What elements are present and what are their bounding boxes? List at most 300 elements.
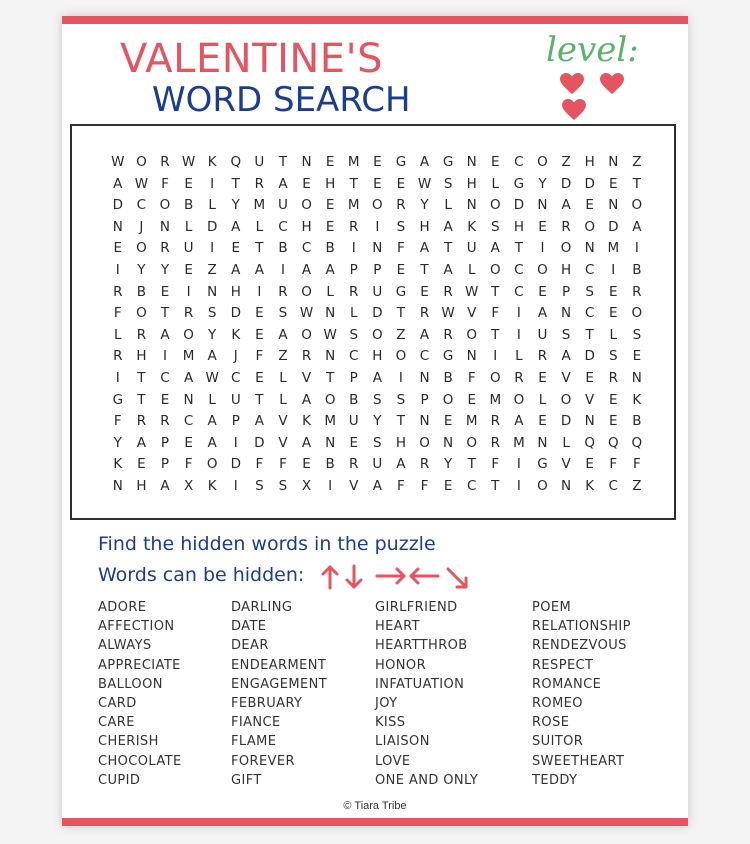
- word-list-item: FEBRUARY: [231, 695, 303, 711]
- grid-letter: R: [113, 348, 123, 365]
- grid-letter: O: [301, 283, 312, 300]
- word-list-item: DEAR: [231, 638, 269, 654]
- grid-letter: O: [489, 197, 501, 214]
- grid-letter: L: [491, 175, 500, 192]
- grid-letter: Y: [373, 413, 382, 430]
- grid-letter: E: [538, 413, 547, 430]
- grid-letter: N: [537, 434, 548, 451]
- grid-letter: E: [255, 326, 264, 343]
- grid-letter: W: [465, 283, 479, 300]
- grid-letter: H: [419, 218, 430, 235]
- grid-letter: L: [326, 283, 334, 300]
- grid-letter: U: [537, 326, 548, 343]
- word-list-item: LIAISON: [375, 734, 430, 750]
- copyright-credit: © Tiara Tribe: [343, 800, 407, 812]
- grid-letter: I: [210, 240, 215, 257]
- grid-letter: A: [278, 175, 288, 192]
- grid-letter: C: [584, 261, 595, 278]
- grid-letter: M: [607, 240, 620, 257]
- grid-letter: E: [113, 240, 123, 257]
- grid-letter: H: [372, 348, 383, 365]
- grid-letter: E: [160, 283, 170, 300]
- grid-letter: N: [207, 283, 218, 300]
- direction-arrows: [320, 563, 480, 591]
- grid-letter: P: [373, 261, 382, 278]
- grid-letter: E: [349, 434, 358, 451]
- grid-letter: T: [443, 240, 453, 257]
- grid-letter: I: [257, 283, 262, 300]
- grid-letter: P: [562, 283, 571, 300]
- word-list-item: SUITOR: [532, 734, 584, 750]
- word-column-1: [98, 598, 182, 790]
- grid-letter: K: [467, 218, 477, 235]
- grid-letter: O: [159, 197, 171, 214]
- grid-letter: W: [134, 175, 149, 192]
- grid-letter: R: [136, 413, 147, 430]
- grid-letter: J: [139, 218, 144, 235]
- grid-letter: F: [397, 240, 405, 257]
- grid-letter: P: [160, 456, 170, 473]
- word-list-item: ROMANCE: [532, 676, 602, 692]
- grid-letter: F: [255, 348, 264, 365]
- grid-letter: M: [182, 348, 195, 365]
- grid-letter: V: [561, 456, 571, 473]
- grid-letter: O: [489, 369, 501, 386]
- grid-letter: E: [137, 456, 146, 473]
- grid-letter: E: [538, 218, 547, 235]
- grid-letter: L: [279, 369, 287, 386]
- arrow-diagonal-down-right-icon: [448, 569, 466, 587]
- grid-letter: N: [537, 197, 548, 214]
- grid-letter: O: [466, 326, 478, 343]
- grid-letter: I: [493, 348, 498, 365]
- grid-letter: N: [325, 305, 336, 322]
- grid-letter: N: [419, 413, 430, 430]
- grid-letter: M: [489, 391, 502, 408]
- grid-letter: Z: [396, 326, 406, 343]
- word-column-4: [532, 598, 631, 790]
- grid-letter: R: [419, 305, 430, 322]
- grid-letter: C: [231, 369, 241, 386]
- grid-letter: A: [113, 175, 123, 192]
- grid-letter: R: [278, 283, 288, 300]
- grid-letter: I: [398, 369, 403, 386]
- word-list-item: CUPID: [98, 772, 141, 788]
- grid-letter: O: [136, 305, 147, 322]
- word-list-item: HEART: [375, 619, 420, 635]
- grid-letter: B: [325, 240, 335, 257]
- grid-letter: R: [301, 348, 312, 365]
- puzzle-grid-box: [70, 124, 676, 520]
- grid-letter: Q: [631, 434, 643, 451]
- grid-letter: E: [325, 197, 335, 214]
- grid-letter: A: [419, 154, 430, 170]
- grid-letter: L: [467, 261, 476, 278]
- grid-letter: O: [560, 240, 572, 257]
- grid-letter: Y: [137, 261, 146, 278]
- grid-letter: O: [206, 456, 218, 473]
- grid-letter: O: [324, 391, 336, 408]
- grid-letter: R: [561, 218, 571, 235]
- grid-letter: T: [467, 456, 476, 473]
- grid-letter: G: [537, 456, 548, 473]
- grid-letter: T: [278, 154, 288, 170]
- grid-letter: K: [585, 477, 595, 494]
- arrow-right-icon: [377, 569, 404, 583]
- grid-letter: S: [373, 434, 382, 451]
- grid-letter: A: [632, 218, 642, 235]
- grid-letter: N: [159, 218, 171, 235]
- grid-letter: S: [278, 477, 288, 494]
- grid-letter: E: [302, 456, 311, 473]
- grid-letter: O: [560, 391, 572, 408]
- grid-letter: L: [538, 391, 547, 408]
- grid-letter: L: [444, 197, 452, 214]
- grid-letter: T: [255, 391, 264, 408]
- grid-letter: H: [136, 477, 147, 494]
- title-word-search: WORD SEARCH: [152, 80, 411, 120]
- word-list-item: SWEETHEART: [532, 753, 625, 769]
- grid-letter: A: [278, 326, 288, 343]
- grid-letter: E: [632, 348, 642, 365]
- grid-letter: E: [585, 456, 594, 473]
- word-list-item: RESPECT: [532, 657, 594, 673]
- grid-letter: F: [279, 456, 287, 473]
- word-list-item: DATE: [231, 619, 267, 635]
- grid-letter: P: [160, 434, 170, 451]
- grid-letter: L: [562, 434, 570, 451]
- grid-letter: O: [442, 391, 454, 408]
- grid-letter: U: [348, 413, 359, 430]
- grid-letter: R: [632, 283, 642, 300]
- grid-letter: F: [397, 477, 405, 494]
- grid-letter: K: [302, 413, 311, 430]
- grid-letter: O: [513, 391, 525, 408]
- grid-letter: S: [349, 326, 359, 343]
- grid-letter: I: [375, 218, 380, 235]
- grid-letter: L: [515, 348, 523, 365]
- grid-letter: U: [372, 283, 383, 300]
- grid-letter: P: [349, 369, 358, 386]
- grid-letter: L: [114, 326, 122, 343]
- grid-letter: N: [584, 413, 595, 430]
- grid-letter: R: [490, 434, 500, 451]
- word-list-item: CARD: [98, 695, 137, 711]
- arrow-down-icon: [347, 566, 361, 587]
- grid-letter: A: [490, 240, 500, 257]
- word-list-item: FIANCE: [231, 715, 281, 731]
- grid-letter: H: [230, 283, 241, 300]
- grid-letter: M: [324, 413, 336, 430]
- grid-letter: E: [585, 197, 594, 214]
- grid-letter: M: [465, 413, 478, 430]
- title-valentines: VALENTINE'S: [120, 36, 383, 82]
- grid-letter: R: [514, 369, 524, 386]
- grid-letter: O: [537, 477, 548, 494]
- grid-letter: T: [137, 369, 146, 386]
- grid-letter: W: [323, 326, 337, 343]
- grid-letter: Q: [607, 434, 619, 451]
- word-list-item: CHERISH: [98, 734, 159, 750]
- grid-letter: N: [584, 240, 595, 257]
- arrow-left-icon: [411, 569, 438, 583]
- grid-letter: Y: [160, 261, 170, 278]
- grid-letter: I: [233, 477, 238, 494]
- grid-letter: U: [183, 240, 194, 257]
- grid-letter: N: [419, 369, 430, 386]
- grid-letter: O: [537, 154, 548, 170]
- grid-letter: V: [561, 369, 571, 386]
- word-list-item: ENDEARMENT: [231, 657, 327, 673]
- grid-letter: A: [325, 261, 335, 278]
- grid-letter: E: [184, 261, 193, 278]
- grid-letter: R: [254, 175, 265, 192]
- grid-letter: O: [395, 348, 407, 365]
- grid-letter: E: [443, 413, 453, 430]
- grid-letter: A: [372, 369, 382, 386]
- grid-letter: Z: [278, 348, 288, 365]
- grid-letter: N: [301, 154, 312, 170]
- grid-letter: C: [278, 218, 288, 235]
- heart-icon: [562, 99, 586, 121]
- grid-letter: N: [561, 477, 572, 494]
- grid-letter: B: [183, 197, 194, 214]
- grid-letter: G: [395, 283, 407, 300]
- grid-letter: Y: [443, 456, 453, 473]
- grid-letter: E: [396, 261, 406, 278]
- arrow-up-icon: [323, 567, 337, 588]
- grid-letter: B: [349, 391, 359, 408]
- grid-letter: N: [466, 197, 477, 214]
- grid-letter: E: [491, 154, 500, 170]
- grid-letter: I: [115, 369, 120, 386]
- grid-letter: T: [514, 240, 524, 257]
- grid-letter: O: [372, 197, 383, 214]
- grid-letter: O: [136, 154, 147, 170]
- grid-letter: T: [396, 305, 406, 322]
- grid-letter: O: [301, 197, 312, 214]
- worksheet-page: [62, 16, 688, 826]
- grid-letter: F: [467, 369, 476, 386]
- word-list-item: FLAME: [231, 734, 277, 750]
- grid-letter: G: [442, 348, 454, 365]
- grid-letter: F: [491, 456, 500, 473]
- grid-letter: N: [443, 434, 454, 451]
- grid-letter: B: [278, 240, 288, 257]
- grid-letter: E: [325, 218, 335, 235]
- grid-letter: E: [231, 240, 241, 257]
- word-list-item: BALLOON: [98, 676, 163, 692]
- grid-letter: I: [516, 305, 521, 322]
- grid-letter: I: [516, 477, 521, 494]
- grid-letter: O: [631, 305, 643, 322]
- grid-letter: T: [326, 369, 335, 386]
- grid-letter: N: [325, 348, 336, 365]
- grid-letter: D: [560, 413, 572, 430]
- grid-letter: G: [112, 391, 124, 408]
- heart-icon: [600, 73, 624, 95]
- word-list-item: HEARTTHROB: [375, 638, 468, 654]
- grid-letter: I: [280, 261, 285, 278]
- grid-letter: C: [514, 154, 524, 170]
- grid-letter: C: [136, 197, 147, 214]
- grid-letter: O: [537, 261, 548, 278]
- grid-letter: A: [160, 477, 170, 494]
- grid-letter: W: [205, 369, 219, 386]
- grid-letter: R: [490, 413, 500, 430]
- grid-letter: R: [443, 283, 453, 300]
- grid-letter: I: [233, 434, 238, 451]
- grid-letter: V: [585, 391, 595, 408]
- grid-letter: D: [608, 218, 619, 235]
- grid-letter: A: [301, 434, 312, 451]
- grid-letter: F: [609, 456, 618, 473]
- grid-letter: L: [349, 305, 358, 322]
- grid-letter: R: [160, 413, 170, 430]
- grid-letter: S: [373, 391, 382, 408]
- grid-letter: S: [608, 348, 618, 365]
- grid-letter: F: [491, 305, 500, 322]
- grid-letter: S: [255, 477, 264, 494]
- grid-letter: U: [372, 456, 383, 473]
- grid-letter: R: [160, 240, 170, 257]
- grid-letter: W: [441, 305, 455, 322]
- grid-letter: T: [231, 175, 240, 192]
- grid-letter: L: [208, 197, 216, 214]
- grid-letter: E: [609, 283, 618, 300]
- grid-letter: Y: [113, 434, 122, 451]
- grid-letter: A: [136, 434, 147, 451]
- grid-letter: H: [136, 348, 147, 365]
- word-column-3: [375, 598, 478, 790]
- grid-letter: I: [516, 456, 521, 473]
- grid-letter: S: [207, 305, 217, 322]
- grid-letter: A: [160, 326, 170, 343]
- grid-letter: P: [349, 261, 358, 278]
- word-list-item: CARE: [98, 715, 135, 731]
- grid-letter: I: [540, 240, 545, 257]
- grid-letter: U: [278, 197, 288, 214]
- grid-letter: H: [325, 175, 336, 192]
- grid-letter: Z: [632, 477, 642, 494]
- grid-letter: A: [372, 477, 382, 494]
- grid-letter: H: [301, 218, 312, 235]
- grid-letter: N: [561, 305, 572, 322]
- grid-letter: N: [112, 218, 123, 235]
- grid-letter: L: [255, 218, 264, 235]
- grid-letter: A: [301, 391, 312, 408]
- word-list-item: HONOR: [375, 657, 426, 673]
- grid-letter: Y: [538, 175, 547, 192]
- grid-letter: D: [372, 305, 383, 322]
- grid-letter: K: [632, 391, 642, 408]
- grid-letter: J: [233, 348, 238, 365]
- grid-letter: O: [631, 197, 643, 214]
- grid-letter: Q: [230, 154, 242, 170]
- grid-letter: V: [467, 305, 477, 322]
- grid-letter: R: [443, 326, 453, 343]
- grid-letter: T: [420, 261, 429, 278]
- grid-letter: I: [162, 348, 167, 365]
- grid-letter: I: [186, 283, 191, 300]
- grid-letter: N: [372, 240, 383, 257]
- grid-letter: A: [254, 261, 264, 278]
- word-list-item: JOY: [375, 695, 398, 711]
- grid-letter: N: [466, 154, 477, 170]
- grid-letter: C: [183, 413, 194, 430]
- grid-letter: O: [584, 218, 595, 235]
- grid-letter: L: [279, 391, 287, 408]
- grid-letter: C: [349, 348, 359, 365]
- grid-letter: B: [136, 283, 147, 300]
- grid-letter: E: [609, 175, 618, 192]
- grid-letter: R: [537, 348, 548, 365]
- grid-letter: E: [467, 391, 476, 408]
- grid-letter: F: [161, 175, 169, 192]
- grid-letter: A: [514, 413, 524, 430]
- grid-letter: C: [419, 348, 430, 365]
- grid-letter: T: [396, 413, 406, 430]
- grid-letter: O: [372, 326, 383, 343]
- grid-letter: V: [301, 369, 312, 386]
- grid-letter: V: [278, 413, 288, 430]
- grid-letter: A: [443, 261, 453, 278]
- grid-letter: N: [466, 348, 477, 365]
- grid-letter: T: [491, 326, 500, 343]
- grid-letter: K: [231, 326, 241, 343]
- grid-letter: I: [328, 477, 333, 494]
- grid-letter: C: [514, 261, 524, 278]
- grid-letter: R: [419, 456, 430, 473]
- grid-letter: M: [347, 154, 360, 170]
- grid-letter: T: [160, 305, 170, 322]
- grid-letter: S: [561, 326, 571, 343]
- grid-letter: Q: [584, 434, 595, 451]
- grid-letter: T: [491, 477, 500, 494]
- grid-letter: D: [513, 197, 525, 214]
- grid-letter: A: [231, 218, 241, 235]
- grid-letter: T: [491, 283, 500, 300]
- grid-letter: B: [443, 369, 453, 386]
- grid-letter: U: [466, 240, 477, 257]
- grid-letter: H: [584, 154, 595, 170]
- grid-letter: Y: [231, 197, 240, 214]
- grid-letter: D: [584, 348, 595, 365]
- grid-letter: S: [396, 391, 406, 408]
- grid-letter: X: [301, 477, 312, 494]
- grid-letter: A: [419, 240, 430, 257]
- grid-letter: E: [302, 175, 311, 192]
- word-list-item: KISS: [375, 715, 406, 731]
- grid-letter: H: [466, 175, 477, 192]
- grid-letter: E: [538, 369, 547, 386]
- grid-letter: P: [231, 413, 240, 430]
- word-list-item: ONE AND ONLY: [375, 772, 479, 788]
- grid-letter: Z: [561, 154, 571, 170]
- grid-letter: A: [231, 261, 241, 278]
- word-list-item: FOREVER: [231, 753, 295, 769]
- grid-letter: O: [301, 326, 312, 343]
- grid-letter: Y: [208, 326, 217, 343]
- grid-letter: S: [585, 283, 594, 300]
- word-list-item: RENDEZVOUS: [532, 638, 627, 654]
- grid-letter: R: [160, 154, 170, 170]
- grid-letter: D: [254, 434, 265, 451]
- grid-letter: F: [420, 477, 429, 494]
- grid-letter: R: [349, 218, 359, 235]
- grid-letter: M: [513, 434, 525, 451]
- grid-letter: A: [207, 434, 217, 451]
